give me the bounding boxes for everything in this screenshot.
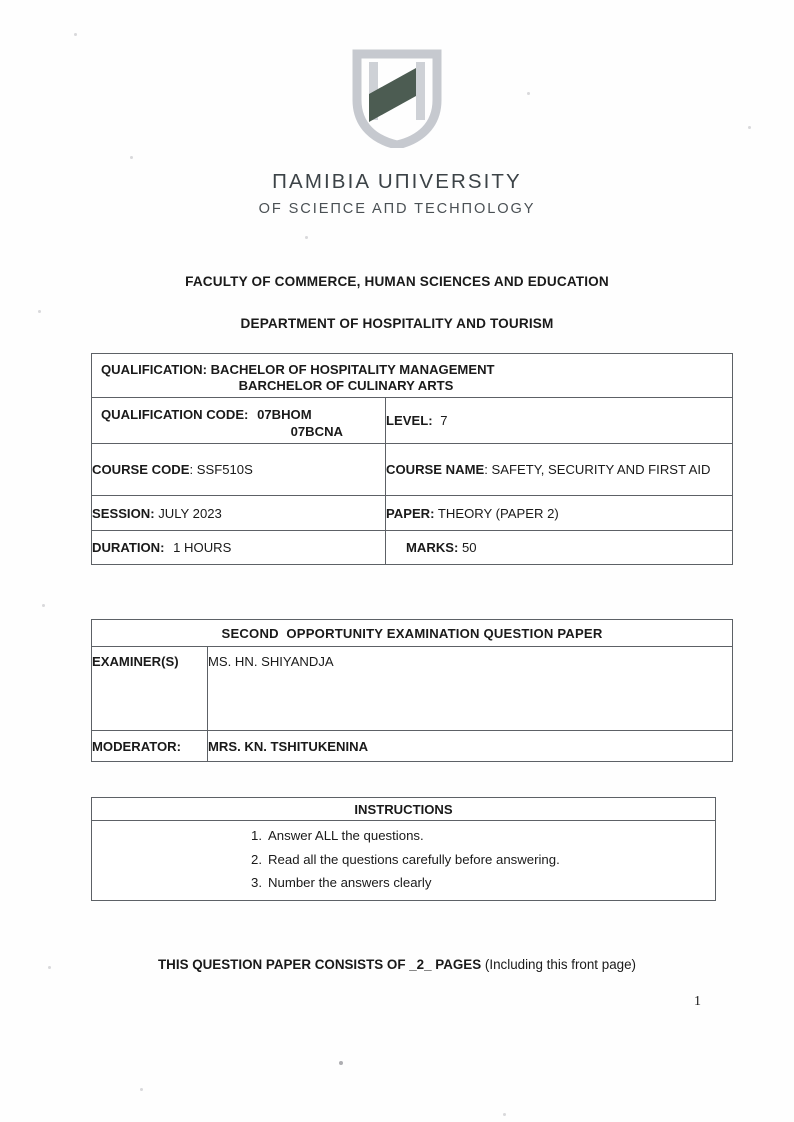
instructions-header: INSTRUCTIONS xyxy=(92,798,716,821)
list-item: Number the answers clearly xyxy=(268,875,432,890)
page-count-strong: THIS QUESTION PAPER CONSISTS OF _2_ PAGES xyxy=(158,957,482,972)
qualification-code-cell xyxy=(92,398,386,444)
examiner-value: MS. HN. SHIYANDJA xyxy=(208,647,733,731)
moderator-label: MODERATOR: xyxy=(92,731,208,762)
level-label: LEVEL: xyxy=(386,413,433,428)
table-row xyxy=(92,647,733,731)
scan-speck xyxy=(42,604,45,607)
table-row xyxy=(92,496,733,531)
marks-value: 50 xyxy=(462,540,477,555)
qualification-code-value: 07BHOM xyxy=(257,406,312,422)
qualification-cell xyxy=(92,354,733,398)
scan-speck xyxy=(140,1088,143,1091)
marks-cell xyxy=(386,531,733,565)
session-value: JULY 2023 xyxy=(158,505,222,521)
paper-cell xyxy=(386,496,733,531)
course-name-cell xyxy=(386,444,733,496)
table-row xyxy=(92,620,733,647)
university-logo-block xyxy=(0,48,794,217)
list-item: Answer ALL the questions. xyxy=(268,828,424,843)
course-code-cell xyxy=(92,444,386,496)
session-label: SESSION: xyxy=(92,505,155,521)
table-row xyxy=(92,354,733,398)
faculty-heading: FACULTY OF COMMERCE, HUMAN SCIENCES AND EDUCATION xyxy=(185,274,609,289)
course-name-value: : SAFETY, SECURITY AND FIRST AID xyxy=(484,462,711,477)
nust-shield-logo-icon xyxy=(347,48,447,148)
course-code-label: COURSE CODE xyxy=(92,462,190,477)
course-code-value: : SSF510S xyxy=(189,462,253,477)
university-name: ΠAMIBIA UΠIVERSITY xyxy=(272,170,522,193)
instructions-body-cell xyxy=(92,821,716,901)
scan-speck xyxy=(503,1113,506,1116)
table-row xyxy=(92,731,733,762)
instructions-table xyxy=(91,797,716,901)
duration-label: DURATION: xyxy=(92,540,165,555)
scan-speck xyxy=(74,33,77,36)
examiner-table xyxy=(91,619,733,762)
table-row xyxy=(92,798,716,821)
marks-label: MARKS: xyxy=(406,540,459,555)
qualification-code-value2: 07BCNA xyxy=(290,423,343,439)
department-heading: DEPARTMENT OF HOSPITALITY AND TOURISM xyxy=(240,316,554,331)
course-name-label: COURSE NAME xyxy=(386,462,485,477)
level-cell xyxy=(386,398,733,444)
qualification-value-line2: BARCHELOR OF CULINARY ARTS xyxy=(238,378,454,393)
page-count-footer xyxy=(0,957,794,972)
table-row xyxy=(92,821,716,901)
table-row xyxy=(92,531,733,565)
paper-label: PAPER: xyxy=(386,505,435,521)
session-cell xyxy=(92,496,386,531)
qualification-value: BACHELOR OF HOSPITALITY MANAGEMENT xyxy=(210,362,495,377)
university-subtitle: OF SCIEΠCE AΠD TECHΠOLOGY xyxy=(258,201,536,217)
qualification-table xyxy=(91,353,733,565)
examiner-label: EXAMINER(S) xyxy=(92,647,208,731)
page-number: 1 xyxy=(694,994,701,1009)
list-item: Read all the questions carefully before answering. xyxy=(268,851,560,867)
qualification-label: QUALIFICATION: xyxy=(101,362,207,377)
duration-cell xyxy=(92,531,386,565)
instructions-list xyxy=(92,821,715,900)
table-row xyxy=(92,398,733,444)
exam-paper-header: SECOND OPPORTUNITY EXAMINATION QUESTION PAPER xyxy=(92,620,733,647)
scan-speck xyxy=(38,310,41,313)
scan-speck xyxy=(305,236,308,239)
qualification-code-label: QUALIFICATION CODE: xyxy=(101,406,249,422)
paper-value: THEORY (PAPER 2) xyxy=(437,505,559,521)
moderator-value: MRS. KN. TSHITUKENINA xyxy=(208,731,733,762)
scan-speck xyxy=(339,1061,343,1065)
page-count-note: (Including this front page) xyxy=(481,957,636,972)
table-row xyxy=(92,444,733,496)
level-value: 7 xyxy=(440,413,448,428)
duration-value: 1 HOURS xyxy=(173,540,232,555)
